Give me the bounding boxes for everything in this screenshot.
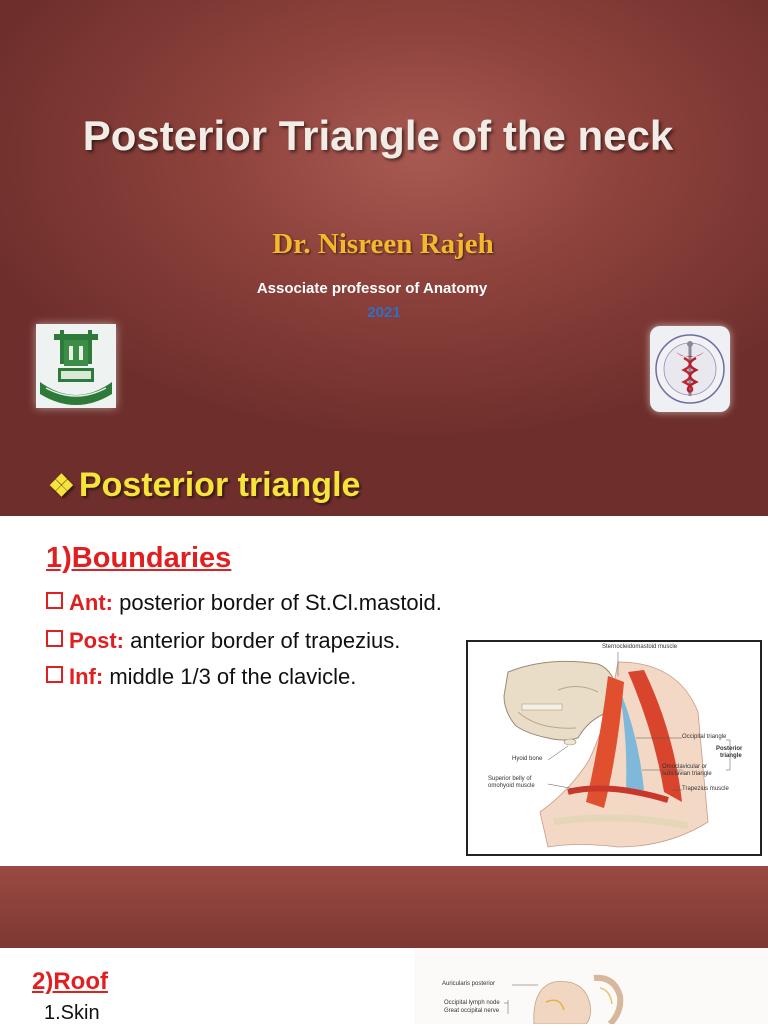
label-hyoid: Hyoid bone — [512, 756, 543, 762]
label-sup1: Superior belly of — [488, 776, 532, 782]
bullet-key: Post: — [69, 628, 124, 653]
roof-slide — [0, 948, 768, 1024]
bullet-inf — [46, 664, 356, 690]
diamond-bullet-icon: ❖ — [48, 470, 75, 503]
slide-title: Posterior Triangle of the neck — [82, 112, 674, 159]
author-name: Dr. Nisreen Rajeh — [272, 228, 494, 260]
boundaries-slide — [0, 516, 768, 866]
label-omo2: subclavian triangle — [662, 771, 712, 777]
occipital-figure — [414, 948, 768, 1024]
label-trap: Trapezius muscle — [682, 786, 729, 792]
label-triangle: triangle — [720, 753, 742, 759]
slide-year: 2021 — [367, 304, 401, 321]
author-role: Associate professor of Anatomy — [256, 280, 488, 297]
section-heading-text: Posterior triangle — [78, 466, 361, 504]
faculty-seal — [650, 326, 730, 412]
bullet-key: Ant: — [69, 590, 113, 615]
neck-anatomy-figure — [466, 640, 762, 856]
bullet-text: posterior border of St.Cl.mastoid. — [112, 590, 442, 615]
label-scm: Sternocleidomastoid muscle — [602, 644, 678, 650]
university-logo — [36, 324, 116, 408]
label-posterior: Posterior — [716, 746, 743, 752]
label-occipital-node: Occipital lymph node — [444, 1000, 500, 1006]
checkbox-bullet-icon — [46, 630, 63, 647]
label-omo1: Omoclavicular or — [662, 764, 708, 770]
label-occipital: Occipital triangle — [682, 734, 727, 740]
boundaries-heading: 1)Boundaries — [46, 542, 232, 574]
checkbox-bullet-icon — [46, 666, 63, 683]
label-great-occipital: Great occipital nerve — [444, 1008, 500, 1014]
bullet-ant — [46, 590, 442, 616]
bullet-key: Inf: — [69, 664, 104, 689]
blank-slide — [0, 866, 768, 948]
section-heading — [48, 466, 360, 505]
bullet-post — [46, 628, 400, 654]
roof-heading: 2)Roof — [32, 968, 108, 995]
checkbox-bullet-icon — [46, 592, 63, 609]
bullet-text: anterior border of trapezius. — [124, 628, 401, 653]
label-auricularis: Auricularis posterior — [442, 981, 496, 987]
label-sup2: omohyoid muscle — [488, 783, 535, 789]
roof-item-skin: 1.Skin — [44, 1002, 100, 1024]
bullet-text: middle 1/3 of the clavicle. — [103, 664, 357, 689]
